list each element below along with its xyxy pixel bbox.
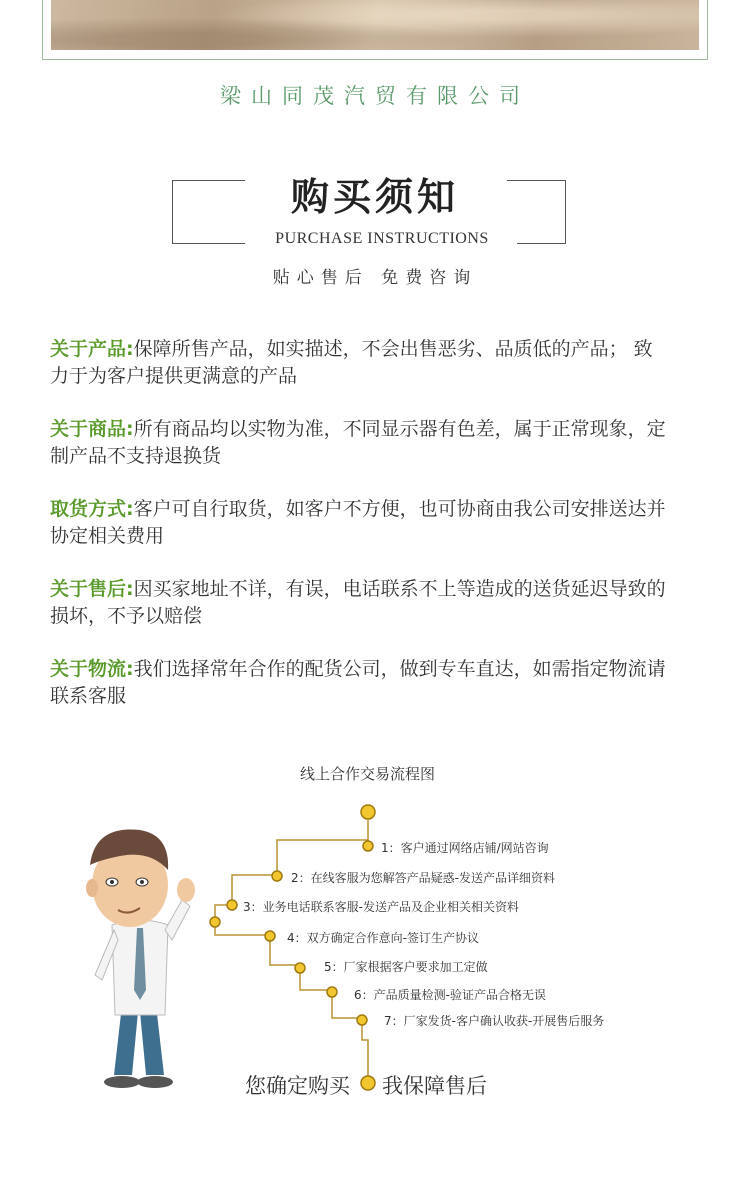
flow-path <box>215 812 368 1080</box>
header-photo <box>51 0 699 50</box>
flow-end-dot <box>361 1076 375 1090</box>
page-title-english: PURCHASE INSTRUCTIONS <box>275 230 489 247</box>
flow-step: 2：在线客服为您解答产品疑惑-发送产品详细资料 <box>291 871 555 885</box>
notice-label: 关于物流: <box>50 658 134 680</box>
notice-item <box>50 416 670 470</box>
flow-start-dot <box>361 805 375 819</box>
flow-step-dot <box>363 841 373 851</box>
notice-label: 关于商品: <box>50 418 134 440</box>
flow-step: 7：厂家发货-客户确认收获-开展售后服务 <box>384 1014 605 1028</box>
page-subtitle: 贴心售后 免费咨询 <box>272 268 478 288</box>
flow-step-dot <box>295 963 305 973</box>
notice-item <box>50 496 670 550</box>
flow-step-dot <box>272 871 282 881</box>
notice-item <box>50 576 670 630</box>
notice-label: 关于产品: <box>50 338 134 360</box>
notice-list <box>50 336 690 736</box>
header-photo-frame <box>42 0 708 60</box>
flow-title: 线上合作交易流程图 <box>300 765 436 783</box>
flow-step-dot <box>227 900 237 910</box>
flow-step: 5：厂家根据客户要求加工定做 <box>324 960 488 974</box>
notice-text: 保障所售产品，如实描述，不会出售恶劣、品质低的产品； 致力于为客户提供更满意的产品 <box>50 338 653 387</box>
flow-bottom-right: 我保障售后 <box>382 1074 487 1098</box>
flow-step-dot <box>357 1015 367 1025</box>
flow-step-dot <box>265 931 275 941</box>
page-title: 购买须知 <box>290 174 459 219</box>
notice-label: 关于售后: <box>50 578 134 600</box>
flow-bottom-left: 您确定购买 <box>245 1074 350 1098</box>
flow-diagram <box>0 790 750 1120</box>
notice-text: 因买家地址不详，有误，电话联系不上等造成的送货延迟导致的损坏，不予以赔偿 <box>50 578 666 627</box>
flow-step: 4：双方确定合作意向-签订生产协议 <box>287 931 479 945</box>
company-name: 梁山同茂汽贸有限公司 <box>220 84 530 108</box>
flow-step-dot <box>210 917 220 927</box>
flow-step-dot <box>327 987 337 997</box>
notice-item <box>50 656 670 710</box>
flow-step: 3：业务电话联系客服-发送产品及企业相关相关资料 <box>243 900 519 914</box>
notice-item <box>50 336 670 390</box>
notice-text: 所有商品均以实物为准，不同显示器有色差，属于正常现象，定制产品不支持退换货 <box>50 418 666 467</box>
notice-text: 客户可自行取货，如客户不方便，也可协商由我公司安排送达并协定相关费用 <box>50 498 666 547</box>
notice-text: 我们选择常年合作的配货公司，做到专车直达，如需指定物流请联系客服 <box>50 658 666 707</box>
flow-step: 1：客户通过网络店铺/网站咨询 <box>381 841 549 855</box>
notice-label: 取货方式: <box>50 498 134 520</box>
flow-step: 6：产品质量检测-验证产品合格无误 <box>354 988 546 1002</box>
cartoon-man-icon <box>86 829 195 1088</box>
